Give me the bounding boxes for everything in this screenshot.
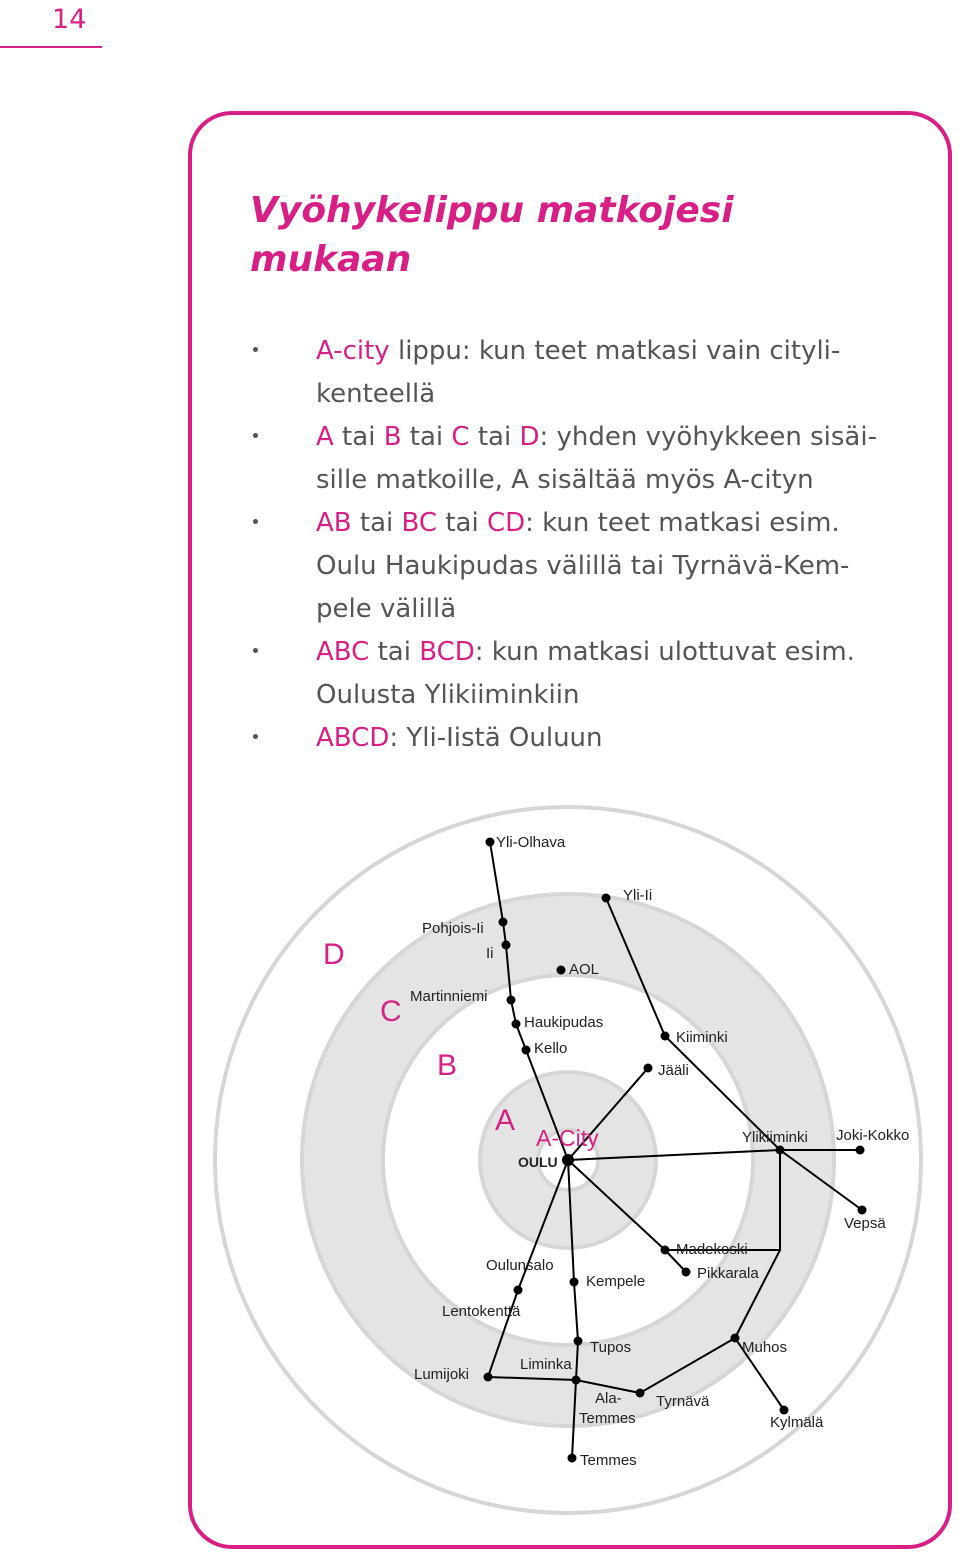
place-haukipudas: Haukipudas (524, 1014, 604, 1031)
place-muhos: Muhos (742, 1339, 788, 1356)
stop-tupos (574, 1337, 583, 1346)
stop-kiiminki (661, 1032, 670, 1041)
place-kello: Kello (534, 1040, 568, 1057)
zone-label-d: D (323, 938, 345, 971)
zone-name: ABC (316, 637, 370, 667)
stop-ii (502, 941, 511, 950)
zone-text: kenteellä (316, 379, 436, 409)
place-ala-temmes-2: Temmes (579, 1410, 636, 1427)
zone-text: tai (369, 637, 420, 667)
place-lentokentta: Lentokenttä (442, 1303, 521, 1320)
zone-text: tai (333, 422, 384, 452)
stop-liminka (572, 1376, 581, 1385)
place-ala-temmes-1: Ala- (595, 1390, 622, 1407)
zone-name: A-city (316, 336, 390, 366)
stop-ylikiiminki (776, 1146, 785, 1155)
place-oulunsalo: Oulunsalo (486, 1257, 554, 1274)
zone-text: Oulusta Ylikiiminkiin (316, 680, 580, 710)
place-joki-kokko: Joki-Kokko (836, 1127, 910, 1144)
stop-pohjois-ii (499, 918, 508, 927)
zone-text: tai (437, 508, 487, 538)
zone-label-a: A (495, 1104, 516, 1137)
zone-name: AB (316, 508, 352, 538)
place-tyrnava: Tyrnävä (656, 1393, 710, 1410)
place-tupos: Tupos (590, 1339, 632, 1356)
zone-name: A (316, 422, 334, 452)
stop-aol (557, 966, 566, 975)
place-pohjois-ii: Pohjois-Ii (422, 920, 484, 937)
place-pikkarala: Pikkarala (697, 1265, 759, 1282)
stop-kempele (570, 1278, 579, 1287)
zone-label-c: C (380, 995, 402, 1028)
place-jaali: Jääli (658, 1062, 689, 1079)
place-yli-olhava: Yli-Olhava (496, 834, 566, 851)
stop-joki-kokko (856, 1146, 865, 1155)
stop-vepsa (858, 1206, 867, 1215)
place-temmes: Temmes (580, 1452, 637, 1469)
stop-yli-ii (602, 894, 611, 903)
card-title-line: Vyöhykelippu matkojesi (250, 190, 734, 231)
zone-name: BCD (419, 637, 475, 667)
place-lumijoki: Lumijoki (414, 1366, 470, 1383)
zone-text: Oulu Haukipudas välillä tai Tyrnävä-Kem- (316, 551, 850, 581)
stop-yli-olhava (486, 838, 495, 847)
place-kiiminki: Kiiminki (676, 1029, 728, 1046)
zone-label-b: B (437, 1049, 458, 1082)
zone-text: lippu: kun teet matkasi vain cityli- (389, 336, 841, 366)
stop-muhos (731, 1334, 740, 1343)
place-martinniemi: Martinniemi (410, 988, 488, 1005)
stop-haukipudas (512, 1020, 521, 1029)
zone-name: CD (486, 508, 526, 538)
stop-lumijoki (484, 1373, 493, 1382)
zone-name: D (519, 422, 540, 452)
place-ylikiiminki: Ylikiiminki (742, 1129, 808, 1146)
zone-text: : Yli-Iistä Ouluun (389, 723, 603, 753)
zone-text: sille matkoille, A sisältää myös A-cityn (316, 465, 814, 495)
zone-text: : kun teet matkasi esim. (525, 508, 840, 538)
zone-text: pele välillä (316, 594, 457, 624)
zone-name: C (451, 422, 470, 452)
place-vepsa: Vepsä (844, 1215, 886, 1232)
zone-name: ABCD (316, 723, 390, 753)
stop-oulunsalo (514, 1286, 523, 1295)
stop-kello (522, 1046, 531, 1055)
place-yli-ii: Yli-Ii (623, 887, 653, 904)
zone-label-a-city: A-City (536, 1125, 599, 1151)
zone-text: tai (351, 508, 402, 538)
stop-pikkarala (682, 1268, 691, 1277)
zone-text: : yhden vyöhykkeen sisäi- (539, 422, 877, 452)
place-aol: AOL (569, 961, 600, 978)
stop-madekoski (661, 1246, 670, 1255)
zone-text: tai (469, 422, 520, 452)
page-number: 14 (52, 4, 87, 35)
stop-tyrnava (636, 1389, 645, 1398)
place-kylmala: Kylmälä (770, 1414, 824, 1431)
stop-oulu (562, 1154, 574, 1166)
place-liminka: Liminka (520, 1356, 572, 1373)
zone-name: BC (401, 508, 438, 538)
place-kempele: Kempele (586, 1273, 646, 1290)
place-ii: Ii (486, 945, 494, 962)
place-oulu: OULU (518, 1154, 558, 1170)
card-title-line: mukaan (250, 239, 412, 280)
place-madekoski: Madekoski (676, 1241, 748, 1258)
zone-name: B (383, 422, 402, 452)
stop-jaali (644, 1064, 653, 1073)
stop-temmes (568, 1454, 577, 1463)
zone-text: tai (401, 422, 452, 452)
stop-martinniemi (507, 996, 516, 1005)
zone-text: : kun matkasi ulottuvat esim. (474, 637, 855, 667)
